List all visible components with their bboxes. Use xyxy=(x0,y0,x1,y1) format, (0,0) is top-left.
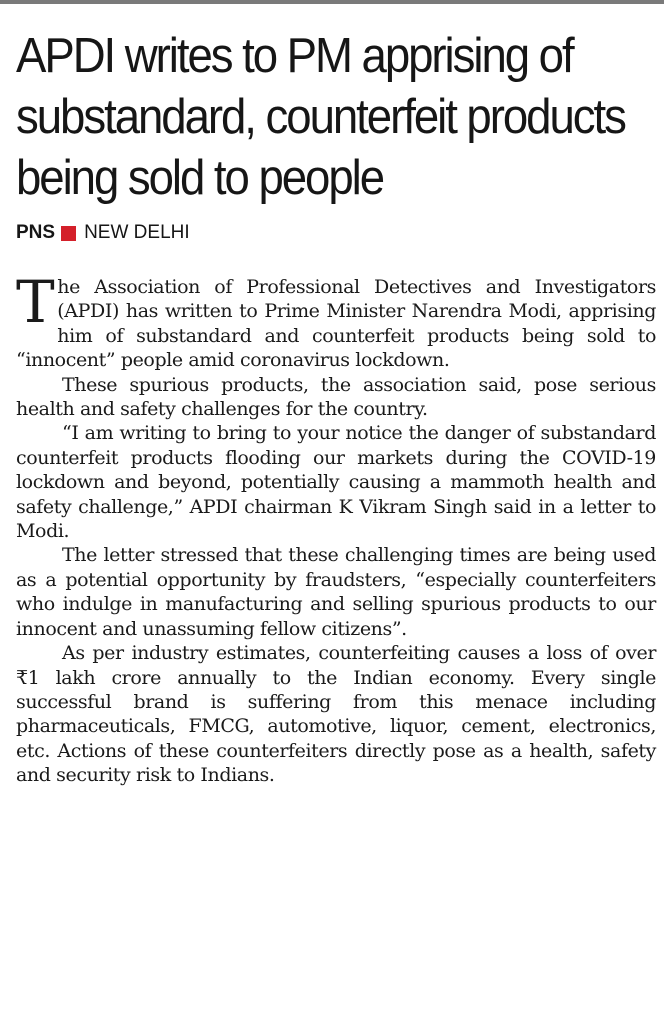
paragraph-2: These spurious products, the association said, pose serious health and safety challenges for the country. xyxy=(16,373,656,421)
byline-location: NEW DELHI xyxy=(84,222,190,243)
top-rule xyxy=(0,0,664,4)
paragraph-3: “I am writing to bring to your notice the danger of substandard counterfeit products flooding our markets during the COVID-19 lockdown and beyond, potentially causing a mammoth health and safety challenge,” APDI chairman K Vikram Singh said in a letter to Modi. xyxy=(16,422,656,543)
headline: APDI writes to PM apprising of substandard, counterfeit products being sold to people xyxy=(16,29,625,205)
lead-paragraph xyxy=(16,268,656,373)
article-body xyxy=(16,268,656,788)
paragraph-4: The letter stressed that these challenging times are being used as a potential opportunity by fraudsters, “especially counterfeiters who indulge in manufacturing and selling spurious products to our innocent and unassuming fellow citizens”. xyxy=(16,544,656,640)
lead-paragraph-text: he Association of Professional Detectives and Investigators (APDI) has written to Prime Minister Narendra Modi, apprising him of substandard and counterfeit products being sold to “innocent” people amid coronavirus lockdown. xyxy=(16,276,656,372)
news-clipping xyxy=(16,26,656,788)
byline-agency: PNS xyxy=(16,222,56,243)
byline xyxy=(16,221,652,245)
paragraph-5: As per industry estimates, counterfeiting causes a loss of over ₹1 lakh crore annually to the Indian economy. Every single successful brand is suffering from this menace including pharmaceuticals, FMCG, automotive, liquor, cement, electronics, etc. Actions of these counterfeiters directly pose as a health, safety and security risk to Indians. xyxy=(16,642,656,787)
drop-cap: T xyxy=(16,268,55,336)
byline-separator-square xyxy=(61,226,76,241)
